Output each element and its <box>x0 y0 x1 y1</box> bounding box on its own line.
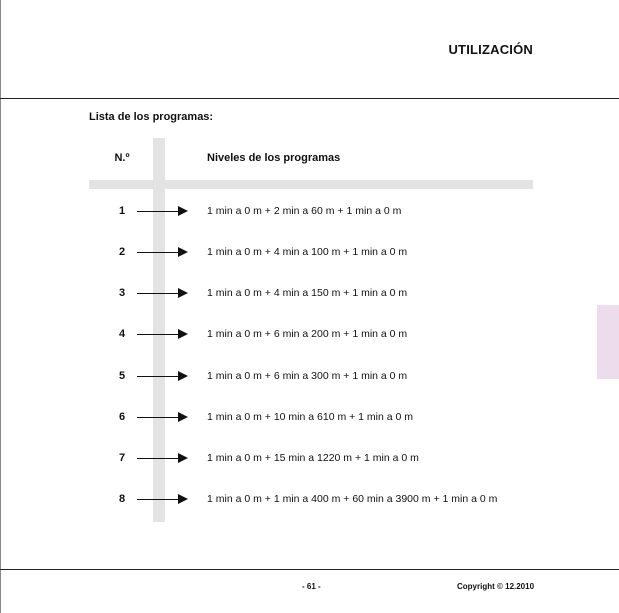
program-row <box>0 204 619 218</box>
program-levels: 1 min a 0 m + 4 min a 150 m + 1 min a 0 m <box>207 287 408 299</box>
program-row <box>0 410 619 424</box>
program-row <box>0 451 619 465</box>
program-row <box>0 245 619 259</box>
program-levels: 1 min a 0 m + 6 min a 200 m + 1 min a 0 m <box>207 328 408 340</box>
program-row <box>0 369 619 383</box>
program-row <box>0 492 619 506</box>
column-header-number: N.º <box>114 152 130 164</box>
program-levels: 1 min a 0 m + 1 min a 400 m + 60 min a 3900 m + 1 min a 0 m <box>207 493 498 505</box>
column-header-levels: Niveles de los programas <box>207 152 341 164</box>
copyright-notice: Copyright © 12.2010 <box>457 582 535 591</box>
program-number: 8 <box>118 493 126 505</box>
program-number: 1 <box>118 205 126 217</box>
program-number: 4 <box>118 328 126 340</box>
chapter-side-tab <box>597 305 619 379</box>
program-levels: 1 min a 0 m + 2 min a 60 m + 1 min a 0 m <box>207 205 402 217</box>
program-row <box>0 327 619 341</box>
program-number: 6 <box>118 411 126 423</box>
program-row <box>0 286 619 300</box>
program-levels: 1 min a 0 m + 6 min a 300 m + 1 min a 0 m <box>207 370 408 382</box>
program-number: 2 <box>118 246 126 258</box>
section-title: UTILIZACIÓN <box>448 42 533 57</box>
program-number: 5 <box>118 370 126 382</box>
page-number: - 61 - <box>302 582 321 591</box>
header-divider <box>0 98 619 99</box>
list-title: Lista de los programas: <box>89 111 214 123</box>
page-left-border <box>0 0 1 613</box>
program-levels: 1 min a 0 m + 4 min a 100 m + 1 min a 0 m <box>207 246 408 258</box>
program-number: 3 <box>118 287 126 299</box>
footer-divider <box>0 569 619 570</box>
program-levels: 1 min a 0 m + 15 min a 1220 m + 1 min a 0 m <box>207 452 419 464</box>
program-levels: 1 min a 0 m + 10 min a 610 m + 1 min a 0 m <box>207 411 414 423</box>
program-number: 7 <box>118 452 126 464</box>
